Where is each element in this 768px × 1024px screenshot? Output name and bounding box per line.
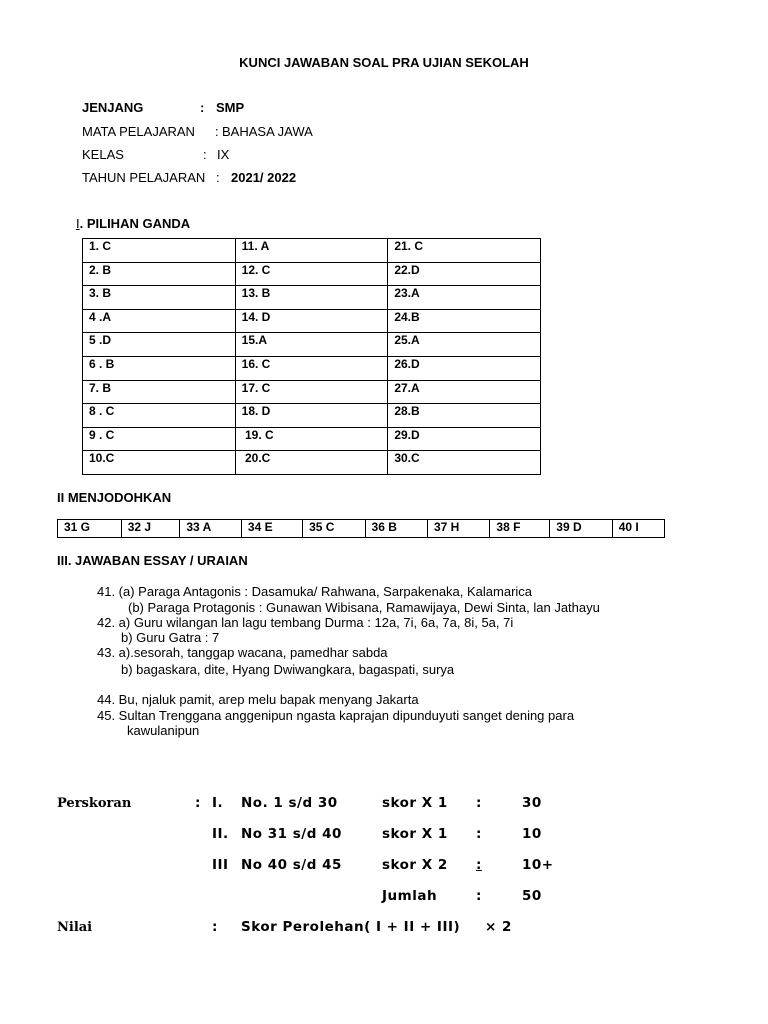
- pilihan-ganda-row: [83, 309, 541, 333]
- pilihan-ganda-cell: 26.D: [388, 356, 541, 380]
- tahun-sep: :: [216, 170, 220, 185]
- jumlah-label: Jumlah: [382, 888, 438, 904]
- pilihan-ganda-cell: 10.C: [83, 451, 236, 475]
- pilihan-ganda-cell: 11. A: [235, 239, 388, 263]
- mapel-value: BAHASA JAWA: [222, 124, 313, 139]
- jumlah-value: 50: [522, 888, 542, 904]
- skor-row-1-range: No. 1 s/d 30: [241, 795, 338, 811]
- pilihan-ganda-row: [83, 356, 541, 380]
- essay-heading: III. JAWABAN ESSAY / URAIAN: [57, 553, 248, 568]
- skor-row-2-skor: skor X 1: [382, 826, 448, 842]
- skor-row-1-colon: :: [476, 795, 482, 811]
- skor-row-3-skor: skor X 2: [382, 857, 448, 873]
- essay-line-45b: kawulanipun: [127, 723, 200, 738]
- essay-line-42a: 42. a) Guru wilangan lan lagu tembang Durma : 12a, 7i, 6a, 7a, 8i, 5a, 7i: [97, 615, 514, 630]
- pilihan-ganda-row: [83, 427, 541, 451]
- pilihan-ganda-cell: 12. C: [235, 262, 388, 286]
- menjodohkan-cell: 34 E: [241, 520, 302, 538]
- pilihan-ganda-cell: 25.A: [388, 333, 541, 357]
- pilihan-ganda-cell: 21. C: [388, 239, 541, 263]
- menjodohkan-cell: 37 H: [427, 520, 489, 538]
- skor-row-3-range: No 40 s/d 45: [241, 857, 342, 873]
- menjodohkan-cell: 35 C: [303, 520, 365, 538]
- menjodohkan-cell: 39 D: [550, 520, 612, 538]
- essay-line-43b: b) bagaskara, dite, Hyang Dwiwangkara, bagaspati, surya: [121, 662, 455, 677]
- pilihan-ganda-cell: 28.B: [388, 404, 541, 428]
- pilihan-ganda-cell: 19. C: [235, 427, 388, 451]
- menjodohkan-cell: 38 F: [490, 520, 550, 538]
- kelas-sep: :: [203, 147, 207, 162]
- skor-row-2-num: II.: [212, 826, 229, 842]
- pilihan-ganda-cell: 17. C: [235, 380, 388, 404]
- pilihan-ganda-cell: 30.C: [388, 451, 541, 475]
- pilihan-ganda-title: . PILIHAN GANDA: [79, 216, 191, 231]
- pilihan-ganda-row: [83, 262, 541, 286]
- kelas-label: KELAS: [82, 147, 124, 162]
- skor-row-3-colon: :: [476, 857, 482, 873]
- pilihan-ganda-cell: 8 . C: [83, 404, 236, 428]
- nilai-label: Nilai: [57, 920, 93, 935]
- menjodohkan-cell: 36 B: [365, 520, 427, 538]
- skor-row-1-num: I.: [212, 795, 224, 811]
- menjodohkan-cell: 40 I: [612, 520, 664, 538]
- pilihan-ganda-cell: 13. B: [235, 286, 388, 310]
- tahun-label: TAHUN PELAJARAN: [82, 170, 206, 185]
- essay-line-44: 44. Bu, njaluk pamit, arep melu bapak menyang Jakarta: [97, 692, 419, 707]
- skor-row-2-range: No 31 s/d 40: [241, 826, 342, 842]
- skor-row-1-value: 30: [522, 795, 542, 811]
- kelas-value: IX: [217, 147, 230, 162]
- menjodohkan-heading: II MENJODOHKAN: [57, 490, 172, 505]
- skor-row-3-num: III: [212, 857, 229, 873]
- pilihan-ganda-cell: 16. C: [235, 356, 388, 380]
- pilihan-ganda-row: [83, 239, 541, 263]
- mapel-sep: :: [215, 124, 219, 139]
- jenjang-value: SMP: [216, 100, 245, 115]
- menjodohkan-cell: 32 J: [121, 520, 180, 538]
- pilihan-ganda-number: I: [76, 216, 80, 231]
- nilai-formula: Skor Perolehan( I + II + III): [241, 919, 461, 935]
- essay-line-43a: 43. a).sesorah, tanggap wacana, pamedhar sabda: [97, 645, 388, 660]
- essay-line-41a: 41. (a) Paraga Antagonis : Dasamuka/ Rahwana, Sarpakenaka, Kalamarica: [97, 584, 533, 599]
- essay-line-41b: (b) Paraga Protagonis : Gunawan Wibisana, Ramawijaya, Dewi Sinta, lan Jathayu: [128, 600, 600, 615]
- essay-line-42b: b) Guru Gatra : 7: [121, 630, 220, 645]
- skor-row-3-total: [476, 857, 552, 873]
- pilihan-ganda-row: [83, 380, 541, 404]
- pilihan-ganda-cell: 6 . B: [83, 356, 236, 380]
- pilihan-ganda-cell: 29.D: [388, 427, 541, 451]
- pilihan-ganda-cell: 18. D: [235, 404, 388, 428]
- menjodohkan-cell: 33 A: [180, 520, 242, 538]
- menjodohkan-cell: 31 G: [58, 520, 122, 538]
- tahun-value: 2021/ 2022: [231, 170, 297, 185]
- pilihan-ganda-row: [83, 286, 541, 310]
- pilihan-ganda-cell: 4 .A: [83, 309, 236, 333]
- page-title: KUNCI JAWABAN SOAL PRA UJIAN SEKOLAH: [239, 55, 529, 70]
- pilihan-ganda-cell: 27.A: [388, 380, 541, 404]
- skor-row-3-value: 10+: [522, 857, 554, 873]
- pilihan-ganda-cell: 14. D: [235, 309, 388, 333]
- pilihan-ganda-row: [83, 333, 541, 357]
- nilai-multiplier: × 2: [485, 919, 512, 935]
- pilihan-ganda-table: [82, 238, 541, 475]
- jenjang-label: JENJANG: [82, 100, 144, 115]
- jumlah-colon: :: [476, 888, 482, 904]
- essay-line-45a: 45. Sultan Trenggana anggenipun ngasta kaprajan dipunduyuti sanget dening para: [97, 708, 575, 723]
- mapel-label: MATA PELAJARAN: [82, 124, 195, 139]
- pilihan-ganda-cell: 2. B: [83, 262, 236, 286]
- nilai-colon: :: [212, 919, 218, 935]
- skor-row-1-skor: skor X 1: [382, 795, 448, 811]
- pilihan-ganda-cell: 3. B: [83, 286, 236, 310]
- pilihan-ganda-cell: 20.C: [235, 451, 388, 475]
- pilihan-ganda-heading: [76, 216, 190, 231]
- pilihan-ganda-row: [83, 404, 541, 428]
- skor-row-2-value: 10: [522, 826, 542, 842]
- pilihan-ganda-row: [83, 451, 541, 475]
- skor-row-2-colon: :: [476, 826, 482, 842]
- pilihan-ganda-cell: 5 .D: [83, 333, 236, 357]
- menjodohkan-table: [57, 519, 665, 538]
- perskoran-colon: :: [195, 795, 201, 811]
- pilihan-ganda-cell: 24.B: [388, 309, 541, 333]
- pilihan-ganda-cell: 9 . C: [83, 427, 236, 451]
- pilihan-ganda-cell: 1. C: [83, 239, 236, 263]
- pilihan-ganda-cell: 7. B: [83, 380, 236, 404]
- pilihan-ganda-cell: 23.A: [388, 286, 541, 310]
- perskoran-label: Perskoran: [57, 796, 132, 811]
- pilihan-ganda-cell: 22.D: [388, 262, 541, 286]
- jenjang-sep: :: [200, 100, 205, 115]
- pilihan-ganda-cell: 15.A: [235, 333, 388, 357]
